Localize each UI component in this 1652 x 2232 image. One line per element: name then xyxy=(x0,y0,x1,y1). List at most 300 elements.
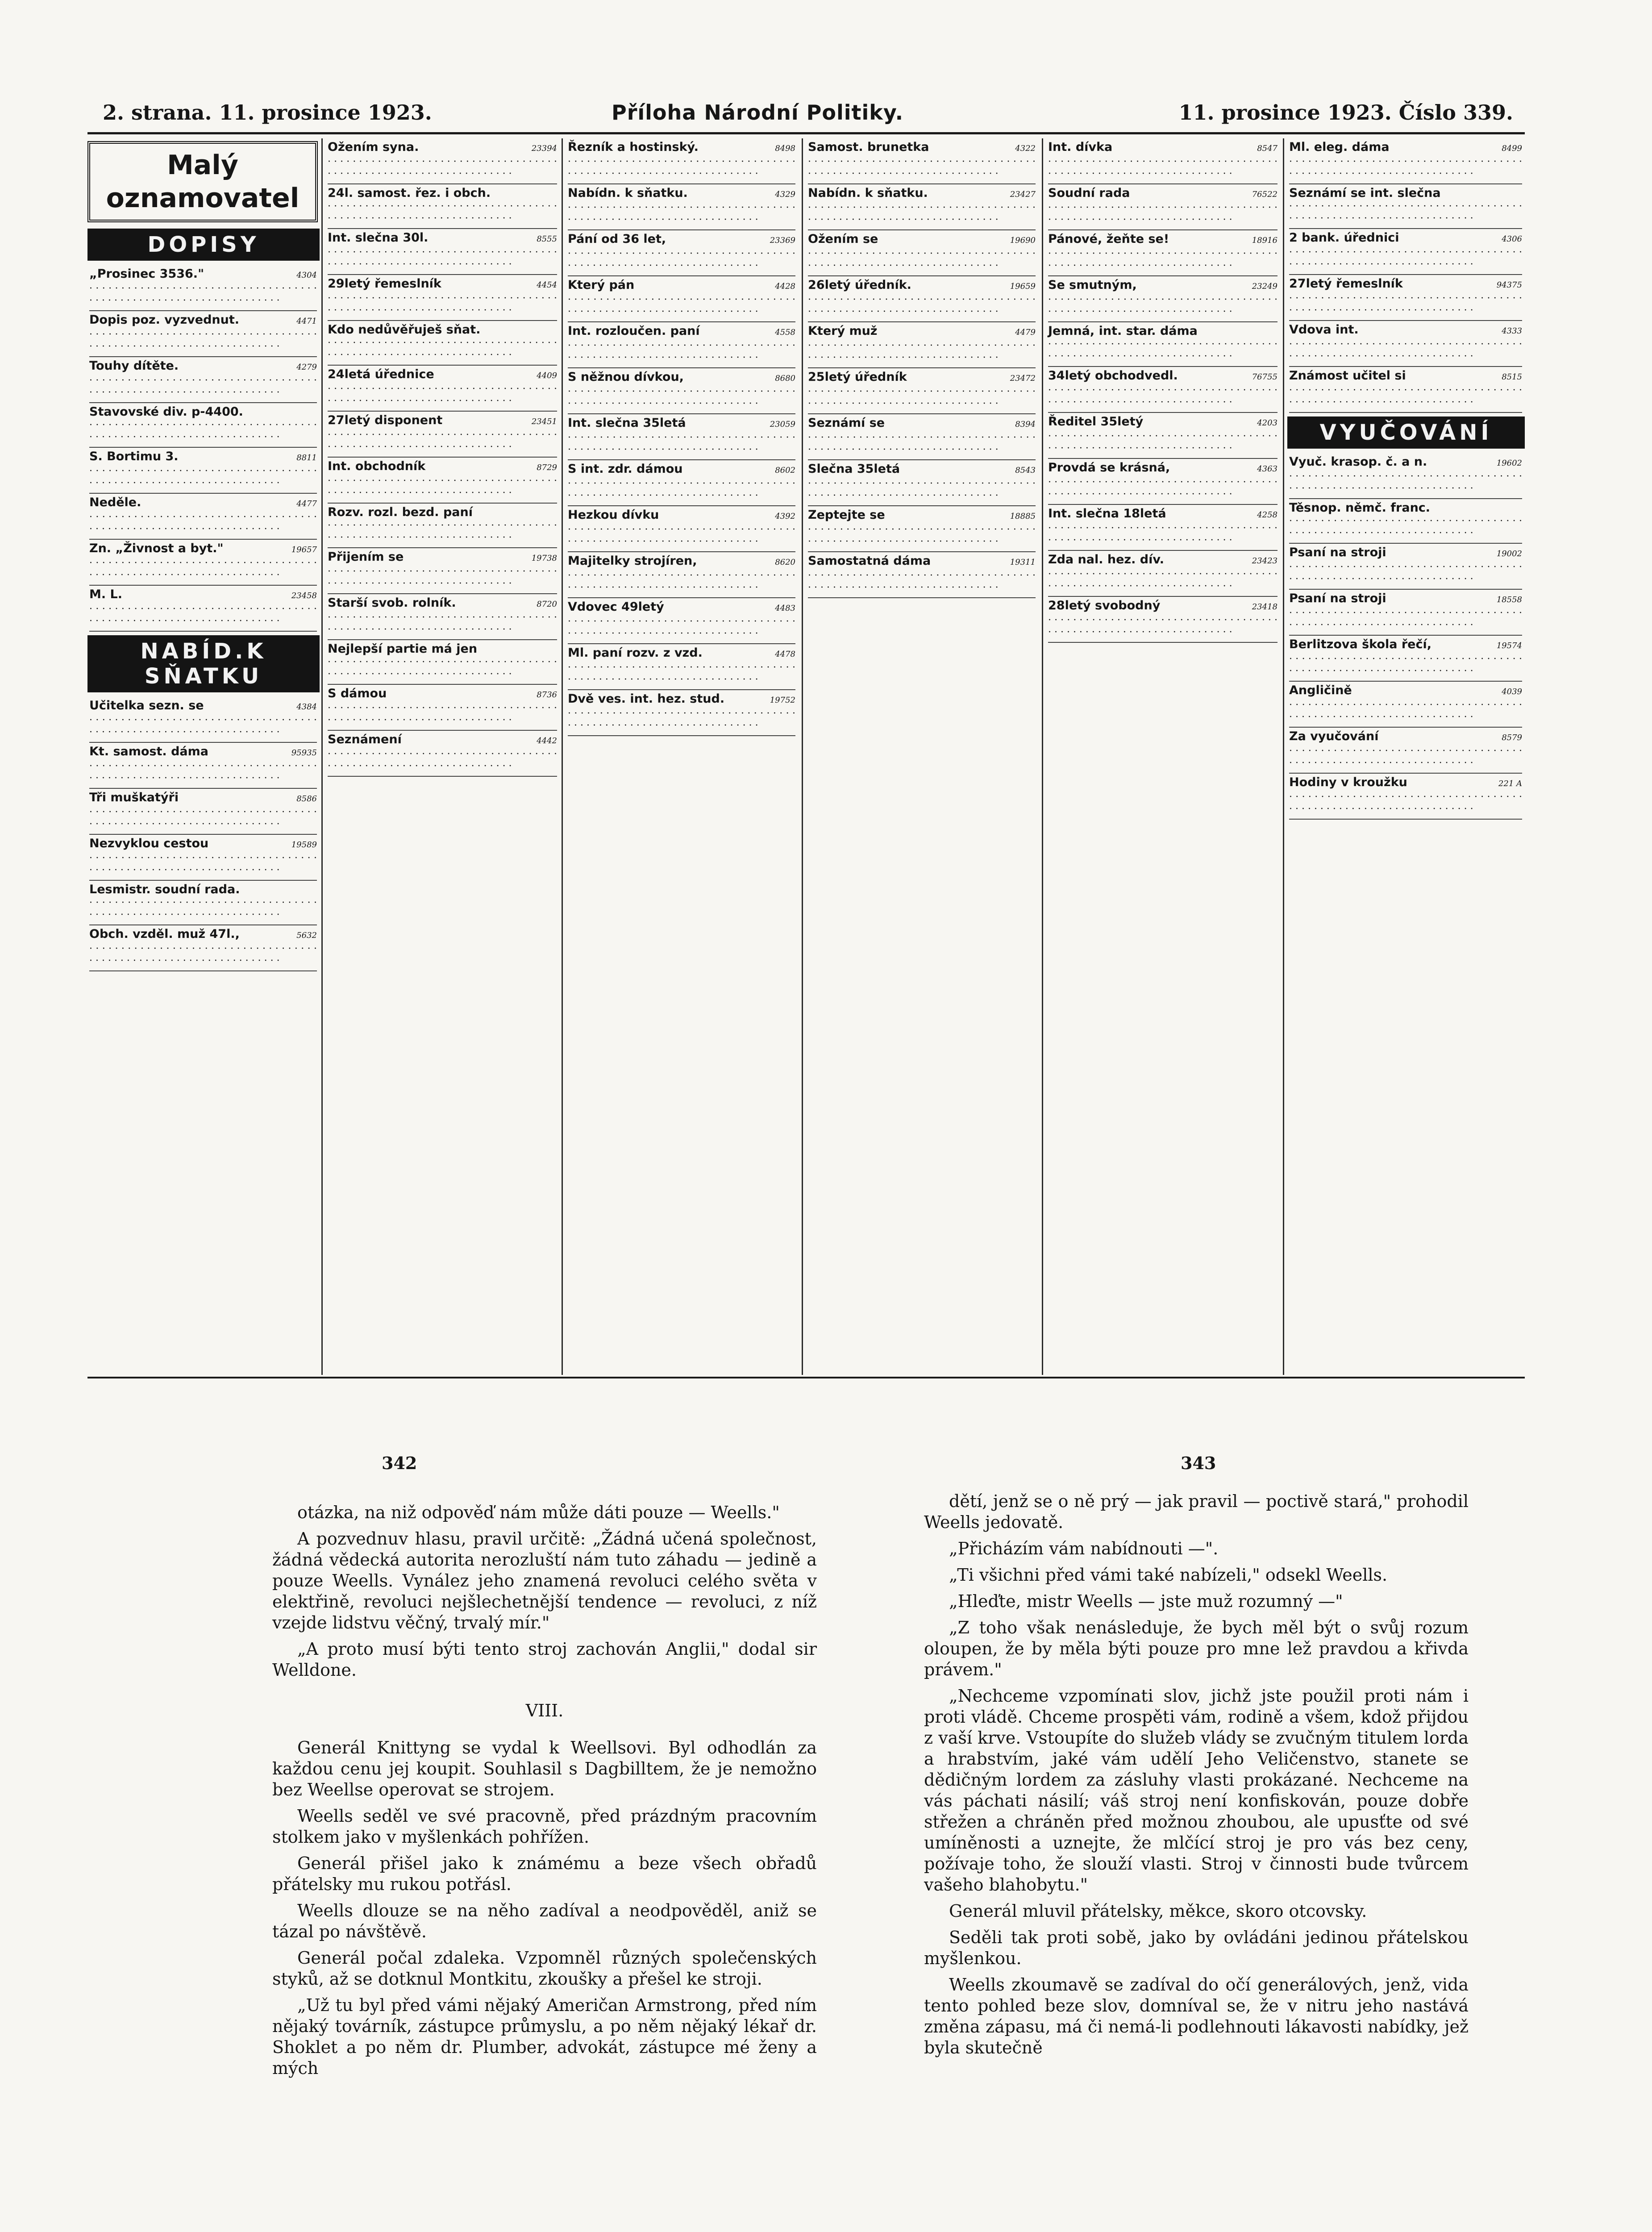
ad-headline xyxy=(808,416,1036,432)
ad-headline xyxy=(1289,591,1522,607)
classified-ad xyxy=(328,138,557,184)
ad-body-placeholder: · · · · · · · · · · · · · · · · · · · · · · · · · · · · · · · · · · · · · · · · · · · · · · · · · · · · · · · · · · · · · · · · · · · xyxy=(1289,654,1522,677)
ad-body-placeholder: · · · · · · · · · · · · · · · · · · · · · · · · · · · · · · · · · · · · · · · · · · · · · · · · · · · · · · · · · · · · · · · · · · · xyxy=(808,570,1036,593)
classified-ad xyxy=(568,368,795,414)
ad-body-placeholder: · · · · · · · · · · · · · · · · · · · · · · · · · · · · · · · · · · · · · · · · · · · · · · · · · · · · · · · · · · · · · · · · · · · xyxy=(1289,293,1522,316)
ad-body-placeholder: · · · · · · · · · · · · · · · · · · · · · · · · · · · · · · · · · · · · · · · · · · · · · · · · · · · · · · · · · · · · · · · · · · · xyxy=(328,201,557,224)
ad-headline-text: Kdo nedůvěřuješ sňat. xyxy=(328,323,481,337)
classified-ad xyxy=(328,412,557,458)
ad-reference-code: 8555 xyxy=(537,234,557,244)
ad-reference-code: 4363 xyxy=(1257,464,1277,474)
classified-ad xyxy=(808,368,1036,414)
ad-headline xyxy=(1289,277,1522,292)
ad-reference-code: 19659 xyxy=(1010,282,1036,291)
ad-headline xyxy=(808,508,1036,524)
ad-body-placeholder: · · · · · · · · · · · · · · · · · · · · · · · · · · · · · · · · · · · · · · · · · · · · · · · · · · · · · · · · · · · · · · · · · · · xyxy=(1289,201,1522,224)
ad-body-placeholder: · · · · · · · · · · · · · · · · · · · · · · · · · · · · · · · · · · · · · · · · · · · · · · · · · · · · · · · · · · · · · · · · · · · xyxy=(328,429,557,453)
ad-body-placeholder: · · · · · · · · · · · · · · · · · · · · · · · · · · · · · · · · · · · · · · · · · · · · · · · · · · · · · · · · · · · · · · · · · · · xyxy=(1048,431,1277,454)
ad-reference-code: 4039 xyxy=(1502,687,1522,696)
classified-ad xyxy=(1048,138,1277,184)
classifieds-bottom-rule xyxy=(87,1377,1525,1378)
ad-headline xyxy=(89,927,317,943)
ad-headline xyxy=(89,405,317,419)
ad-headline-text: Lesmistr. soudní rada. xyxy=(89,883,240,896)
ad-headline-text: Obch. vzděl. muž 47l., xyxy=(89,927,240,941)
classified-ad xyxy=(328,731,557,777)
ad-headline-text: S dámou xyxy=(328,687,387,700)
ad-headline xyxy=(568,462,795,478)
ad-reference-code: 76755 xyxy=(1252,372,1277,382)
ad-body-placeholder: · · · · · · · · · · · · · · · · · · · · · · · · · · · · · · · · · · · · · · · · · · · · · · · · · · · · · · · · · · · · · · · · · · · xyxy=(808,478,1036,501)
ad-body-placeholder: · · · · · · · · · · · · · · · · · · · · · · · · · · · · · · · · · · · · · · · · · · · · · · · · · · · · · · · · · · · · · · · · · · · xyxy=(568,432,795,455)
ad-headline xyxy=(1289,369,1522,384)
ad-reference-code: 8543 xyxy=(1015,466,1036,475)
ad-body-placeholder: · · · · · · · · · · · · · · · · · · · · · · · · · · · · · · · · · · · · · · · · · · · · · · · · · · · · · · · · · · · · · · · · · · · xyxy=(1289,385,1522,408)
ad-reference-code: 8515 xyxy=(1502,372,1522,382)
story-paragraph: Generál přišel jako k známému a beze všech obřadů přátelsky mu rukou potřásl. xyxy=(272,1853,817,1894)
ad-reference-code: 23249 xyxy=(1252,282,1277,291)
ad-body-placeholder: · · · · · · · · · · · · · · · · · · · · · · · · · · · · · · · · · · · · · · · · · · · · · · · · · · · · · · · · · · · · · · · · · · · xyxy=(328,566,557,589)
story-paragraph: Generál mluvil přátelsky, měkce, skoro otcovsky. xyxy=(949,1901,1367,1921)
ad-reference-code: 4483 xyxy=(775,604,795,613)
ad-headline-text: Učitelka sezn. se xyxy=(89,699,204,712)
ad-headline xyxy=(328,505,557,520)
ad-reference-code: 18885 xyxy=(1010,512,1036,521)
classified-ad xyxy=(568,276,795,322)
classified-ad xyxy=(89,743,317,789)
story-paragraph: dětí, jenž se o ně prý — jak pravil — poctivě stará," prohodil Weells jedovatě. xyxy=(924,1491,1469,1532)
classified-ad xyxy=(1289,367,1522,413)
ad-headline-text: „Prosinec 3536." xyxy=(89,267,204,281)
classified-ad xyxy=(328,594,557,640)
ad-headline xyxy=(328,367,557,383)
ad-body-placeholder: · · · · · · · · · · · · · · · · · · · · · · · · · · · · · · · · · · · · · · · · · · · · · · · · · · · · · · · · · · · · · · · · · · · xyxy=(89,943,317,966)
ad-reference-code: 23418 xyxy=(1252,602,1277,612)
story-paragraph: „Nechceme vzpomínati slov, jichž jste použil proti nám i proti vládě. Chceme prospěti vám, rodině a všem, kdož přijdou z vaší krve. Vstoupíte do služeb vlády se zvučným titulem lorda a hrabstvím, jaké vám udělí Jeho Veličenstvo, stanete se dědičným lordem za zásluhy vlasti prokázané. Nechceme na vás páchati násilí; váš stroj není konfiskován, pouze dobře střežen a chráněn před možnou zhoubou, ale upusťte od své umíněnosti a uznejte, že mlčící stroj je pro vás bez ceny, požívaje toho, že slouží vlasti. Stroj v činnosti bude tvůrcem vašeho blahobytu." xyxy=(924,1686,1469,1895)
ad-body-placeholder: · · · · · · · · · · · · · · · · · · · · · · · · · · · · · · · · · · · · · · · · · · · · · · · · · · · · · · · · · · · · · · · · · · · xyxy=(1048,202,1277,225)
classified-ad xyxy=(328,275,557,321)
ad-headline xyxy=(89,541,317,557)
ad-reference-code: 19602 xyxy=(1496,458,1522,468)
ad-body-placeholder: · · · · · · · · · · · · · · · · · · · · · · · · · · · · · · · · · · · · · · · · · · · · · · · · · · · · · · · · · · · · · · · · · · · xyxy=(328,156,557,179)
classified-ad xyxy=(328,184,557,229)
ad-reference-code: 19690 xyxy=(1010,236,1036,245)
ad-headline-text: Seznámí se int. slečna xyxy=(1289,186,1441,200)
classified-ad xyxy=(89,265,317,311)
ad-headline xyxy=(89,450,317,465)
ad-headline-text: Se smutným, xyxy=(1048,278,1137,292)
ad-headline xyxy=(1289,231,1522,246)
ad-headline-text: 25letý úředník xyxy=(808,370,907,384)
classified-ad xyxy=(89,403,317,448)
ad-headline-text: 26letý úředník. xyxy=(808,278,911,292)
classified-ad xyxy=(89,881,317,925)
ad-body-placeholder: · · · · · · · · · · · · · · · · · · · · · · · · · · · · · · · · · · · · · · · · · · · · · · · · · · · · · · · · · · · · · · · · · · · xyxy=(328,475,557,499)
story-paragraph: Generál počal zdaleka. Vzpomněl různých společenských styků, až se dotknul Montkitu, zkoušky a přešel ke stroji. xyxy=(272,1948,817,1989)
classified-ad xyxy=(1289,453,1522,499)
ad-headline xyxy=(568,508,795,524)
ad-headline-text: Samostatná dáma xyxy=(808,554,931,568)
ad-headline xyxy=(1048,415,1277,430)
classified-ad xyxy=(89,357,317,403)
classified-ad xyxy=(89,311,317,357)
classified-column-3 xyxy=(566,138,798,1375)
ad-reference-code: 23451 xyxy=(531,417,557,426)
ad-body-placeholder: · · · · · · · · · · · · · · · · · · · · · · · · · · · · · · · · · · · · · · · · · · · · · · · · · · · · · · · · · · · · · · · · · · · xyxy=(808,432,1036,455)
ad-headline xyxy=(808,278,1036,294)
story-paragraph: A pozvednuv hlasu, pravil určitě: „Žádná učená společnost, žádná vědecká autorita nerozluští nám tuto záhadu — jedině a pouze Weells. Vynález jeho znamená revoluci celého světa v elektřině, revoluci nejšlechetnější tendence — revoluci, z níž vzejde lidstvu věčný, trvalý mír." xyxy=(272,1529,817,1632)
classified-ad xyxy=(1289,544,1522,590)
ad-headline-text: 27letý disponent xyxy=(328,413,443,427)
ad-body-placeholder: · · · · · · · · · · · · · · · · · · · · · · · · · · · · · · · · · · · · · · · · · · · · · · · · · · · · · · · · · · · · · · · · · · · xyxy=(808,248,1036,271)
ad-headline-text: S. Bortimu 3. xyxy=(89,450,179,463)
ad-body-placeholder: · · · · · · · · · · · · · · · · · · · · · · · · · · · · · · · · · · · · · · · · · · · · · · · · · · · · · · · · · · · · · · · · · · · xyxy=(328,337,557,361)
ad-headline xyxy=(808,186,1036,202)
classified-ad xyxy=(568,690,795,736)
ad-body-placeholder: · · · · · · · · · · · · · · · · · · · · · · · · · · · · · · · · · · · · · · · · · · · · · · · · · · · · · · · · · · · · · · · · · · · xyxy=(89,897,317,920)
ad-headline xyxy=(568,324,795,340)
ad-reference-code: 5632 xyxy=(296,931,317,940)
ad-reference-code: 19311 xyxy=(1010,558,1036,567)
ad-headline xyxy=(1048,599,1277,614)
ad-headline-text: Nabídn. k sňatku. xyxy=(808,186,928,200)
ad-body-placeholder: · · · · · · · · · · · · · · · · · · · · · · · · · · · · · · · · · · · · · · · · · · · · · · · · · · · · · · · · · · · · · · · · · · · xyxy=(1289,791,1522,815)
ad-body-placeholder: · · · · · · · · · · · · · · · · · · · · · · · · · · · · · · · · · · · · · · · · · · · · · · · · · · · · · · · · · · · · · · · · · · · xyxy=(89,558,317,581)
story-page-left xyxy=(272,1502,817,2079)
classified-ad xyxy=(568,414,795,460)
ad-reference-code: 4258 xyxy=(1257,510,1277,520)
classified-column-6 xyxy=(1287,138,1525,1375)
classified-ad xyxy=(89,925,317,971)
ad-body-placeholder: · · · · · · · · · · · · · · · · · · · · · · · · · · · · · · · · · · · · · · · · · · · · · · · · · · · · · · · · · · · · · · · · · · · xyxy=(89,329,317,352)
ad-headline-text: Samost. brunetka xyxy=(808,140,929,154)
ad-reference-code: 221 A xyxy=(1498,779,1522,788)
classified-ad xyxy=(1289,636,1522,682)
ad-headline-text: M. L. xyxy=(89,587,122,601)
ad-headline-text: Dopis poz. vyzvednut. xyxy=(89,313,240,327)
ad-headline-text: Int. obchodník xyxy=(328,459,426,473)
classified-ad xyxy=(1289,229,1522,275)
ad-headline-text: Majitelky strojíren, xyxy=(568,554,697,568)
ad-headline-text: Tři muškatýři xyxy=(89,791,179,804)
classified-ad xyxy=(568,138,795,184)
ad-reference-code: 8729 xyxy=(537,463,557,472)
ad-reference-code: 95935 xyxy=(291,748,317,758)
classified-column-5 xyxy=(1046,138,1280,1375)
ad-reference-code: 8680 xyxy=(775,374,795,383)
ad-headline xyxy=(328,186,557,200)
ad-body-placeholder: · · · · · · · · · · · · · · · · · · · · · · · · · · · · · · · · · · · · · · · · · · · · · · · · · · · · · · · · · · · · · · · · · · · xyxy=(1289,745,1522,769)
ad-reference-code: 8394 xyxy=(1015,420,1036,429)
ad-headline xyxy=(1289,323,1522,338)
ad-headline xyxy=(89,837,317,852)
classified-ad xyxy=(568,644,795,690)
story-paragraph: „A proto musí býti tento stroj zachován Anglii," dodal sir Welldone. xyxy=(272,1639,817,1680)
ad-headline-text: S něžnou dívkou, xyxy=(568,370,684,384)
ad-headline-text: Stavovské div. p-4400. xyxy=(89,405,243,419)
classified-ad xyxy=(89,586,317,632)
ad-body-placeholder: · · · · · · · · · · · · · · · · · · · · · · · · · · · · · · · · · · · · · · · · · · · · · · · · · · · · · · · · · · · · · · · · · · · xyxy=(1289,339,1522,362)
story-paragraph: „Přicházím vám nabídnouti —". xyxy=(949,1539,1219,1558)
classifieds-section xyxy=(87,138,1525,1375)
ad-body-placeholder: · · · · · · · · · · · · · · · · · · · · · · · · · · · · · · · · · · · · · · · · · · · · · · · · · · · · · · · · · · · · · · · · · · · xyxy=(328,657,557,680)
ad-body-placeholder: · · · · · · · · · · · · · · · · · · · · · · · · · · · · · · · · · · · · · · · · · · · · · · · · · · · · · · · · · · · · · · · · · · · xyxy=(328,293,557,316)
ad-headline xyxy=(328,140,557,156)
ad-headline xyxy=(568,646,795,662)
ad-reference-code: 4442 xyxy=(537,736,557,745)
ad-body-placeholder: · · · · · · · · · · · · · · · · · · · · · · · · · · · · · · · · · · · · · · · · · · · · · · · · · · · · · · · · · · · · · · · · · · · xyxy=(808,156,1036,179)
ad-headline-text: Neděle. xyxy=(89,496,141,509)
ad-headline xyxy=(328,596,557,612)
ad-headline-text: Známost učitel si xyxy=(1289,369,1406,383)
ad-headline xyxy=(808,554,1036,570)
story-paragraph: Seděli tak proti sobě, jako by ovládáni jedinou přátelskou myšlenkou. xyxy=(924,1928,1469,1968)
ad-headline xyxy=(1289,775,1522,791)
ad-body-placeholder: · · · · · · · · · · · · · · · · · · · · · · · · · · · · · · · · · · · · · · · · · · · · · · · · · · · · · · · · · · · · · · · · · · · xyxy=(568,524,795,547)
ad-headline-text: Seznámí se xyxy=(808,416,885,430)
story-paragraph: „Už tu byl před vámi nějaký Američan Armstrong, před ním nějaký továrník, zástupce průmyslu, a po něm nějaký lékař dr. Shoklet a po něm dr. Plumber, advokát, zástupce mé ženy a mých xyxy=(272,1995,817,2078)
classified-ad xyxy=(1048,505,1277,551)
ad-headline-text: Těsnop. němč. franc. xyxy=(1289,501,1431,515)
chapter-heading: VIII. xyxy=(525,1701,564,1720)
ad-headline xyxy=(808,324,1036,340)
classified-ad xyxy=(1289,184,1522,229)
ad-body-placeholder: · · · · · · · · · · · · · · · · · · · · · · · · · · · · · · · · · · · · · · · · · · · · · · · · · · · · · · · · · · · · · · · · · · · xyxy=(1289,608,1522,631)
ad-body-placeholder: · · · · · · · · · · · · · · · · · · · · · · · · · · · · · · · · · · · · · · · · · · · · · · · · · · · · · · · · · · · · · · · · · · · xyxy=(808,524,1036,547)
ad-body-placeholder: · · · · · · · · · · · · · · · · · · · · · · · · · · · · · · · · · · · · · · · · · · · · · · · · · · · · · · · · · · · · · · · · · · · xyxy=(1048,385,1277,408)
ad-reference-code: 4329 xyxy=(775,190,795,199)
ad-headline xyxy=(328,459,557,475)
classified-ad xyxy=(89,697,317,743)
ad-body-placeholder: · · · · · · · · · · · · · · · · · · · · · · · · · · · · · · · · · · · · · · · · · · · · · · · · · · · · · · · · · · · · · · · · · · · xyxy=(328,520,557,543)
section-heading-snatky: NABÍD.K SŇATKU xyxy=(87,635,320,692)
ad-headline xyxy=(568,186,795,202)
ad-headline xyxy=(1048,278,1277,294)
classified-ad xyxy=(1048,184,1277,230)
ad-reference-code: 8499 xyxy=(1502,144,1522,153)
ad-reference-code: 23369 xyxy=(770,236,795,245)
column-divider xyxy=(1283,138,1284,1375)
ad-headline-text: Provdá se krásná, xyxy=(1048,461,1170,475)
ad-headline xyxy=(89,883,317,897)
ad-reference-code: 4384 xyxy=(296,702,317,712)
classified-ad xyxy=(1289,728,1522,774)
ad-body-placeholder: · · · · · · · · · · · · · · · · · · · · · · · · · · · · · · · · · · · · · · · · · · · · · · · · · · · · · · · · · · · · · · · · · · · xyxy=(89,420,317,443)
ad-body-placeholder: · · · · · · · · · · · · · · · · · · · · · · · · · · · · · · · · · · · · · · · · · · · · · · · · · · · · · · · · · · · · · · · · · · · xyxy=(89,761,317,784)
column-divider xyxy=(1042,138,1043,1375)
ad-headline xyxy=(1289,637,1522,653)
ad-headline xyxy=(1048,140,1277,156)
classified-ad xyxy=(1289,590,1522,636)
ad-headline-text: Který muž xyxy=(808,324,878,338)
classified-ad xyxy=(89,448,317,494)
ad-body-placeholder: · · · · · · · · · · · · · · · · · · · · · · · · · · · · · · · · · · · · · · · · · · · · · · · · · · · · · · · · · · · · · · · · · · · xyxy=(1289,247,1522,270)
ad-headline-text: Int. rozloučen. paní xyxy=(568,324,700,338)
ad-reference-code: 23472 xyxy=(1010,374,1036,383)
ad-headline xyxy=(1289,455,1522,471)
ad-headline-text: Zeptejte se xyxy=(808,508,885,522)
classified-ad xyxy=(1048,413,1277,459)
classified-ad xyxy=(808,322,1036,368)
ad-reference-code: 4558 xyxy=(775,328,795,337)
ad-body-placeholder: · · · · · · · · · · · · · · · · · · · · · · · · · · · · · · · · · · · · · · · · · · · · · · · · · · · · · · · · · · · · · · · · · · · xyxy=(328,247,557,270)
ad-body-placeholder: · · · · · · · · · · · · · · · · · · · · · · · · · · · · · · · · · · · · · · · · · · · · · · · · · · · · · · · · · · · · · · · · · · · xyxy=(568,616,795,639)
column-divider xyxy=(802,138,803,1375)
ad-headline-text: Berlitzova škola řečí, xyxy=(1289,637,1431,651)
ad-reference-code: 8736 xyxy=(537,690,557,700)
ad-headline-text: 24l. samost. řez. i obch. xyxy=(328,186,491,200)
classified-ad xyxy=(568,230,795,276)
ad-body-placeholder: · · · · · · · · · · · · · · · · · · · · · · · · · · · · · · · · · · · · · · · · · · · · · · · · · · · · · · · · · · · · · · · · · · · xyxy=(808,386,1036,409)
ad-reference-code: 4479 xyxy=(1015,328,1036,337)
ad-headline-text: Zn. „Živnost a byt." xyxy=(89,541,224,555)
ad-reference-code: 8620 xyxy=(775,558,795,567)
ad-headline-text: Rozv. rozl. bezd. paní xyxy=(328,505,473,519)
ad-reference-code: 19589 xyxy=(291,840,317,849)
classified-ad xyxy=(1048,230,1277,276)
ad-headline xyxy=(808,370,1036,386)
classified-ad xyxy=(328,366,557,412)
ad-headline-text: Hodiny v kroužku xyxy=(1289,775,1407,789)
classified-ad xyxy=(808,184,1036,230)
ad-reference-code: 4454 xyxy=(537,280,557,290)
ad-headline xyxy=(328,323,557,337)
classified-ad xyxy=(568,184,795,230)
story-paragraph: Weells seděl ve své pracovně, před prázdným pracovním stolkem jako v myšlenkách pohřížen. xyxy=(272,1806,817,1847)
classified-column-2 xyxy=(326,138,560,1375)
ad-body-placeholder: · · · · · · · · · · · · · · · · · · · · · · · · · · · · · · · · · · · · · · · · · · · · · · · · · · · · · · · · · · · · · · · · · · · xyxy=(808,294,1036,317)
ad-headline xyxy=(89,496,317,511)
ad-body-placeholder: · · · · · · · · · · · · · · · · · · · · · · · · · · · · · · · · · · · · · · · · · · · · · · · · · · · · · · · · · · · · · · · · · · · xyxy=(568,202,795,225)
ad-reference-code: 23458 xyxy=(291,591,317,600)
ad-body-placeholder: · · · · · · · · · · · · · · · · · · · · · · · · · · · · · · · · · · · · · · · · · · · · · · · · · · · · · · · · · · · · · · · · · · · xyxy=(1048,523,1277,546)
ad-headline-text: S int. zdr. dámou xyxy=(568,462,683,476)
ad-body-placeholder: · · · · · · · · · · · · · · · · · · · · · · · · · · · · · · · · · · · · · · · · · · · · · · · · · · · · · · · · · · · · · · · · · · · xyxy=(568,386,795,409)
ad-body-placeholder: · · · · · · · · · · · · · · · · · · · · · · · · · · · · · · · · · · · · · · · · · · · · · · · · · · · · · · · · · · · · · · · · · · · xyxy=(328,703,557,726)
ad-headline-text: Touhy dítěte. xyxy=(89,359,179,373)
classified-ad xyxy=(808,138,1036,184)
story-paragraph: otázka, na niž odpověď nám může dáti pouze — Weells." xyxy=(297,1503,780,1522)
ad-body-placeholder: · · · · · · · · · · · · · · · · · · · · · · · · · · · · · · · · · · · · · · · · · · · · · · · · · · · · · · · · · · · · · · · · · · · xyxy=(1048,615,1277,638)
ad-reference-code: 4428 xyxy=(775,282,795,291)
ad-headline xyxy=(568,370,795,386)
ad-headline xyxy=(1048,232,1277,248)
ad-body-placeholder: · · · · · · · · · · · · · · · · · · · · · · · · · · · · · · · · · · · · · · · · · · · · · · · · · · · · · · · · · · · · · · · · · · · xyxy=(568,294,795,317)
classified-ad xyxy=(1289,321,1522,367)
classified-ad xyxy=(328,321,557,366)
header-date-left: 2. strana. 11. prosince 1923. xyxy=(103,100,432,125)
ad-headline-text: 28letý svobodný xyxy=(1048,599,1161,612)
ad-body-placeholder: · · · · · · · · · · · · · · · · · · · · · · · · · · · · · · · · · · · · · · · · · · · · · · · · · · · · · · · · · · · · · · · · · · · xyxy=(89,283,317,306)
classified-ad xyxy=(1048,459,1277,505)
ad-headline xyxy=(89,587,317,603)
ad-headline-text: Přijením se xyxy=(328,550,404,564)
ad-reference-code: 4392 xyxy=(775,512,795,521)
classified-column-4 xyxy=(806,138,1038,1375)
ad-headline-text: Vyuč. krasop. č. a n. xyxy=(1289,455,1427,469)
ad-body-placeholder: · · · · · · · · · · · · · · · · · · · · · · · · · · · · · · · · · · · · · · · · · · · · · · · · · · · · · · · · · · · · · · · · · · · xyxy=(1289,700,1522,723)
ad-headline xyxy=(808,140,1036,156)
ad-body-placeholder: · · · · · · · · · · · · · · · · · · · · · · · · · · · · · · · · · · · · · · · · · · · · · · · · · · · · · · · · · · · · · · · · · · · xyxy=(1048,569,1277,592)
ad-headline-text: Ml. eleg. dáma xyxy=(1289,140,1390,154)
ad-headline xyxy=(568,554,795,570)
ad-reference-code: 8547 xyxy=(1257,144,1277,153)
ad-headline xyxy=(89,313,317,329)
classified-ad xyxy=(1048,276,1277,322)
ad-reference-code: 8720 xyxy=(537,600,557,609)
column-divider xyxy=(321,138,323,1375)
ad-headline xyxy=(328,733,557,748)
ad-reference-code: 8811 xyxy=(296,453,317,462)
ad-headline-text: Ožením syna. xyxy=(328,140,419,154)
ad-headline-text: 27letý řemeslník xyxy=(1289,277,1403,291)
classified-ad xyxy=(1289,774,1522,820)
ad-headline xyxy=(1289,683,1522,699)
ad-reference-code: 8586 xyxy=(296,794,317,804)
ad-headline-text: Slečna 35letá xyxy=(808,462,900,476)
ad-headline xyxy=(1048,186,1277,202)
classified-ad xyxy=(808,230,1036,276)
classifieds-title-line1: Malý xyxy=(167,150,238,181)
ad-headline-text: Vdovec 49letý xyxy=(568,600,664,614)
page-number-right: 343 xyxy=(1181,1453,1216,1473)
classified-ad xyxy=(568,506,795,552)
ad-headline-text: Int. slečna 30l. xyxy=(328,231,429,245)
ad-reference-code: 18558 xyxy=(1496,595,1522,604)
classified-ad xyxy=(1289,499,1522,544)
classified-ad xyxy=(89,789,317,835)
ad-reference-code: 8498 xyxy=(775,144,795,153)
classified-ad xyxy=(328,685,557,731)
classified-ad xyxy=(808,506,1036,552)
ad-headline xyxy=(568,232,795,248)
column-divider xyxy=(562,138,563,1375)
ad-body-placeholder: · · · · · · · · · · · · · · · · · · · · · · · · · · · · · · · · · · · · · · · · · · · · · · · · · · · · · · · · · · · · · · · · · · · xyxy=(1289,471,1522,494)
ad-reference-code: 8579 xyxy=(1502,733,1522,742)
classified-ad xyxy=(1048,597,1277,643)
ad-headline-text: Jemná, int. star. dáma xyxy=(1048,324,1198,338)
ad-headline-text: Pání od 36 let, xyxy=(568,232,666,246)
header-publication-title: Příloha Národní Politiky. xyxy=(612,100,904,125)
ad-headline-text: Int. slečna 18letá xyxy=(1048,507,1166,521)
ad-headline xyxy=(328,687,557,702)
ad-reference-code: 4409 xyxy=(537,371,557,380)
ad-headline-text: Ožením se xyxy=(808,232,878,246)
page-number-left: 342 xyxy=(382,1453,417,1473)
ad-reference-code: 4203 xyxy=(1257,418,1277,428)
classified-ad xyxy=(808,552,1036,598)
ad-body-placeholder: · · · · · · · · · · · · · · · · · · · · · · · · · · · · · · · · · · · · · · · · · · · · · · · · · · · · · · · · · · · · · · · · · · · xyxy=(89,466,317,489)
ad-body-placeholder: · · · · · · · · · · · · · · · · · · · · · · · · · · · · · · · · · · · · · · · · · · · · · · · · · · · · · · · · · · · · · · · · · · · xyxy=(1289,562,1522,585)
classified-ad xyxy=(328,458,557,504)
ad-reference-code: 4304 xyxy=(296,271,317,280)
ad-reference-code: 19574 xyxy=(1496,641,1522,650)
ad-headline xyxy=(1289,140,1522,156)
ad-headline-text: 2 bank. úřednici xyxy=(1289,231,1399,245)
ad-reference-code: 4477 xyxy=(296,499,317,508)
ad-body-placeholder: · · · · · · · · · · · · · · · · · · · · · · · · · · · · · · · · · · · · · · · · · · · · · · · · · · · · · · · · · · · · · · · · · · · xyxy=(89,807,317,830)
ad-headline-text: Hezkou dívku xyxy=(568,508,659,522)
story-page-right xyxy=(924,1491,1469,2058)
classified-ad xyxy=(568,552,795,598)
ad-headline xyxy=(328,642,557,656)
ad-headline xyxy=(89,791,317,806)
ad-headline xyxy=(1048,553,1277,568)
classified-ad xyxy=(1048,551,1277,597)
ad-headline-text: Psaní na stroji xyxy=(1289,546,1386,559)
ad-headline-text: Kt. samost. dáma xyxy=(89,745,208,758)
ad-headline-text: Ředitel 35letý xyxy=(1048,415,1144,429)
